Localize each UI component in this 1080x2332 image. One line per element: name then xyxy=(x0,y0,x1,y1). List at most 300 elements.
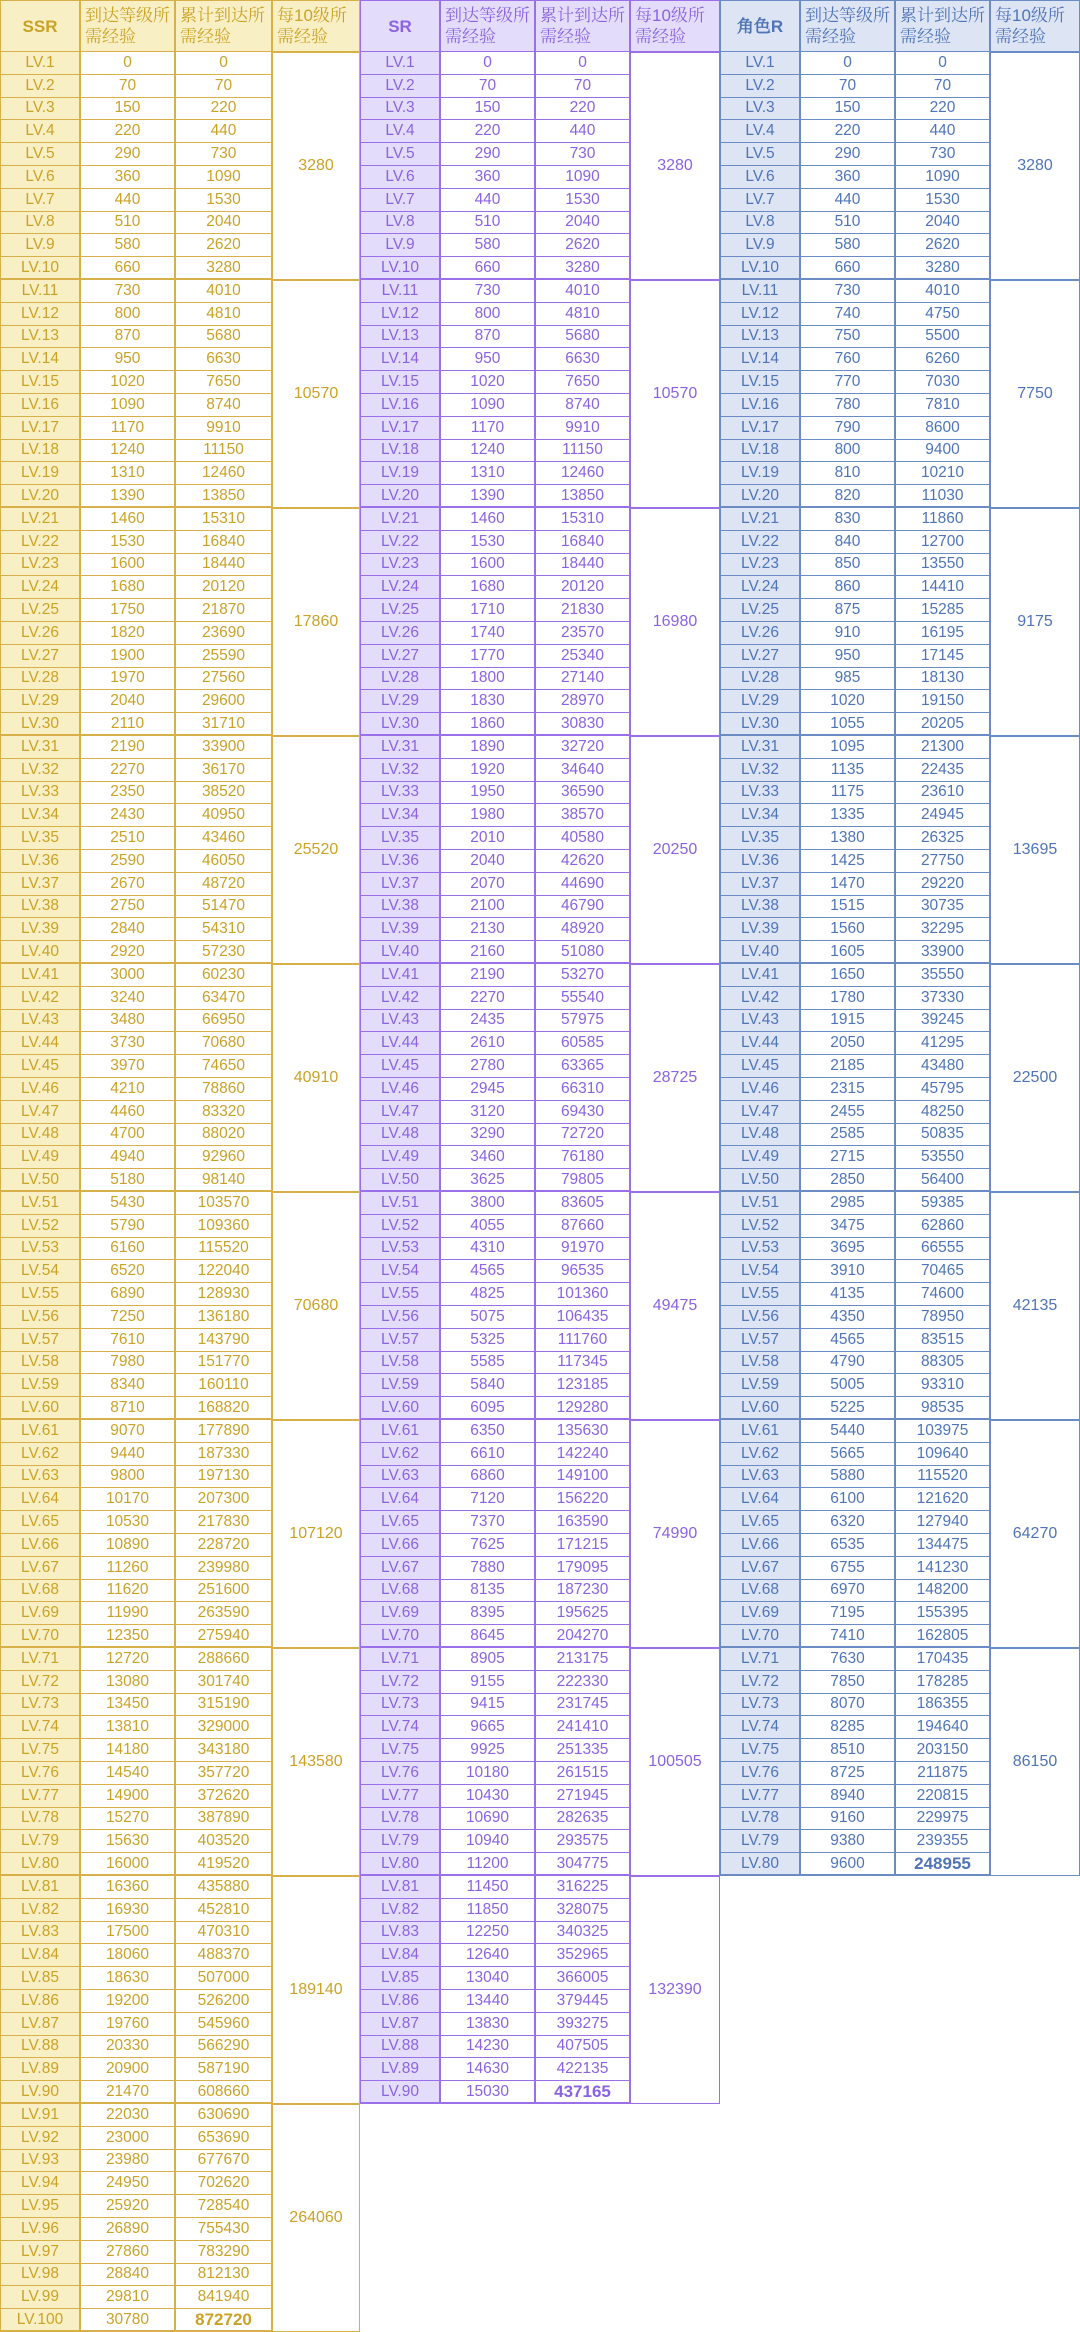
reach-exp-cell: 6095 xyxy=(440,1397,535,1420)
level-label: LV.11 xyxy=(0,280,80,303)
level-label: LV.2 xyxy=(720,75,800,98)
header-label: 累计到达所需经验 xyxy=(180,6,265,46)
sr-table xyxy=(360,0,720,2104)
reach-exp-cell: 4790 xyxy=(800,1352,895,1375)
level-label: LV.60 xyxy=(720,1397,800,1420)
level-label: LV.74 xyxy=(360,1716,440,1739)
level-label: LV.61 xyxy=(720,1420,800,1443)
cumulative-exp-cell: 168820 xyxy=(175,1397,272,1420)
cumulative-exp-cell: 12460 xyxy=(535,462,630,485)
level-label: LV.70 xyxy=(360,1625,440,1648)
cumulative-exp-cell: 379445 xyxy=(535,1990,630,2013)
level-label: LV.18 xyxy=(360,440,440,463)
cumulative-exp-cell: 9910 xyxy=(535,417,630,440)
level-label: LV.72 xyxy=(720,1671,800,1694)
per10-exp-cell: 189140 xyxy=(272,1876,360,2104)
cumulative-exp-cell: 129280 xyxy=(535,1397,630,1420)
cumulative-exp-cell: 316225 xyxy=(535,1876,630,1899)
level-label: LV.64 xyxy=(360,1488,440,1511)
cumulative-exp-cell: 841940 xyxy=(175,2286,272,2309)
reach-exp-cell: 10430 xyxy=(440,1785,535,1808)
reach-exp-cell: 1650 xyxy=(800,964,895,987)
reach-exp-cell: 1780 xyxy=(800,987,895,1010)
reach-exp-cell: 11850 xyxy=(440,1899,535,1922)
reach-exp-cell: 3625 xyxy=(440,1169,535,1192)
header-label: 角色R xyxy=(736,16,784,36)
level-label: LV.90 xyxy=(360,2081,440,2104)
reach-exp-cell: 1390 xyxy=(80,485,175,508)
cumulative-exp-cell: 440 xyxy=(895,120,990,143)
reach-exp-cell: 950 xyxy=(800,645,895,668)
reach-exp-cell: 2670 xyxy=(80,873,175,896)
cumulative-exp-cell: 23610 xyxy=(895,782,990,805)
cumulative-exp-cell: 1530 xyxy=(175,189,272,212)
level-label: LV.12 xyxy=(0,303,80,326)
cumulative-exp-cell: 128930 xyxy=(175,1283,272,1306)
level-label: LV.78 xyxy=(360,1808,440,1831)
level-label: LV.63 xyxy=(720,1466,800,1489)
level-label: LV.55 xyxy=(360,1283,440,1306)
reach-exp-cell: 9070 xyxy=(80,1420,175,1443)
reach-exp-cell: 2350 xyxy=(80,782,175,805)
level-label: LV.76 xyxy=(360,1762,440,1785)
reach-exp-cell: 950 xyxy=(440,348,535,371)
cumulative-exp-cell: 526200 xyxy=(175,1990,272,2013)
reach-exp-cell: 10170 xyxy=(80,1488,175,1511)
r-header-level-col-r xyxy=(720,0,800,52)
reach-exp-cell: 7880 xyxy=(440,1557,535,1580)
reach-exp-cell: 6320 xyxy=(800,1511,895,1534)
cumulative-exp-cell: 78950 xyxy=(895,1306,990,1329)
cumulative-exp-cell: 70 xyxy=(535,75,630,98)
reach-exp-cell: 580 xyxy=(80,234,175,257)
level-label: LV.59 xyxy=(360,1374,440,1397)
cumulative-exp-cell: 151770 xyxy=(175,1352,272,1375)
per10-exp-cell: 22500 xyxy=(990,964,1080,1192)
reach-exp-cell: 1950 xyxy=(440,782,535,805)
reach-exp-cell: 2750 xyxy=(80,896,175,919)
reach-exp-cell: 6520 xyxy=(80,1260,175,1283)
reach-exp-cell: 1020 xyxy=(800,690,895,713)
reach-exp-cell: 3290 xyxy=(440,1124,535,1147)
level-label: LV.64 xyxy=(0,1488,80,1511)
reach-exp-cell: 2100 xyxy=(440,896,535,919)
cumulative-exp-cell: 43460 xyxy=(175,827,272,850)
cumulative-exp-cell: 755430 xyxy=(175,2218,272,2241)
level-label: LV.32 xyxy=(360,759,440,782)
reach-exp-cell: 1240 xyxy=(80,440,175,463)
level-label: LV.90 xyxy=(0,2081,80,2104)
reach-exp-cell: 1560 xyxy=(800,918,895,941)
level-label: LV.36 xyxy=(0,850,80,873)
reach-exp-cell: 2040 xyxy=(440,850,535,873)
level-label: LV.25 xyxy=(720,599,800,622)
level-label: LV.69 xyxy=(720,1602,800,1625)
level-label: LV.97 xyxy=(0,2241,80,2264)
reach-exp-cell: 14900 xyxy=(80,1785,175,1808)
reach-exp-cell: 4055 xyxy=(440,1215,535,1238)
level-label: LV.43 xyxy=(720,1010,800,1033)
level-label: LV.89 xyxy=(360,2058,440,2081)
reach-exp-cell: 770 xyxy=(800,371,895,394)
cumulative-exp-cell: 220815 xyxy=(895,1785,990,1808)
level-label: LV.54 xyxy=(720,1260,800,1283)
reach-exp-cell: 1900 xyxy=(80,645,175,668)
reach-exp-cell: 1530 xyxy=(440,531,535,554)
level-label: LV.29 xyxy=(360,690,440,713)
level-label: LV.14 xyxy=(0,348,80,371)
cumulative-exp-cell: 340325 xyxy=(535,1922,630,1945)
cumulative-exp-cell: 27560 xyxy=(175,668,272,691)
reach-exp-cell: 1460 xyxy=(80,508,175,531)
level-label: LV.25 xyxy=(360,599,440,622)
level-label: LV.18 xyxy=(720,440,800,463)
level-label: LV.76 xyxy=(720,1762,800,1785)
level-label: LV.69 xyxy=(360,1602,440,1625)
reach-exp-cell: 6970 xyxy=(800,1580,895,1603)
cumulative-exp-cell: 60585 xyxy=(535,1032,630,1055)
ssr-header-reach-col xyxy=(80,0,175,52)
reach-exp-cell: 6860 xyxy=(440,1466,535,1489)
cumulative-exp-cell: 4010 xyxy=(895,280,990,303)
level-label: LV.62 xyxy=(360,1443,440,1466)
level-label: LV.21 xyxy=(0,508,80,531)
per10-exp-cell: 3280 xyxy=(990,52,1080,280)
reach-exp-cell: 660 xyxy=(80,257,175,280)
level-label: LV.43 xyxy=(360,1010,440,1033)
level-label: LV.58 xyxy=(720,1352,800,1375)
reach-exp-cell: 2985 xyxy=(800,1192,895,1215)
cumulative-exp-cell: 702620 xyxy=(175,2172,272,2195)
cumulative-exp-cell: 2620 xyxy=(535,234,630,257)
level-label: LV.15 xyxy=(360,371,440,394)
cumulative-exp-cell: 195625 xyxy=(535,1602,630,1625)
level-label: LV.39 xyxy=(0,918,80,941)
level-label: LV.29 xyxy=(0,690,80,713)
reach-exp-cell: 1680 xyxy=(440,576,535,599)
cumulative-exp-cell: 30735 xyxy=(895,896,990,919)
reach-exp-cell: 0 xyxy=(80,52,175,75)
level-label: LV.68 xyxy=(720,1580,800,1603)
cumulative-exp-cell: 15285 xyxy=(895,599,990,622)
cumulative-exp-cell: 0 xyxy=(175,52,272,75)
cumulative-exp-cell: 33900 xyxy=(895,941,990,964)
cumulative-exp-cell: 2040 xyxy=(175,212,272,235)
level-label: LV.34 xyxy=(720,804,800,827)
cumulative-exp-cell: 239980 xyxy=(175,1557,272,1580)
reach-exp-cell: 9440 xyxy=(80,1443,175,1466)
cumulative-exp-cell: 72720 xyxy=(535,1124,630,1147)
per10-exp-cell: 13695 xyxy=(990,736,1080,964)
level-label: LV.71 xyxy=(360,1648,440,1671)
level-label: LV.10 xyxy=(360,257,440,280)
cumulative-exp-cell: 357720 xyxy=(175,1762,272,1785)
level-label: LV.19 xyxy=(720,462,800,485)
level-label: LV.14 xyxy=(720,348,800,371)
cumulative-exp-cell: 5500 xyxy=(895,326,990,349)
level-label: LV.30 xyxy=(360,713,440,736)
level-label: LV.82 xyxy=(0,1899,80,1922)
cumulative-exp-cell: 136180 xyxy=(175,1306,272,1329)
cumulative-exp-cell: 5680 xyxy=(175,326,272,349)
level-label: LV.31 xyxy=(0,736,80,759)
reach-exp-cell: 290 xyxy=(440,143,535,166)
reach-exp-cell: 1530 xyxy=(80,531,175,554)
level-label: LV.33 xyxy=(360,782,440,805)
level-label: LV.5 xyxy=(720,143,800,166)
cumulative-exp-cell: 275940 xyxy=(175,1625,272,1648)
reach-exp-cell: 5005 xyxy=(800,1374,895,1397)
cumulative-exp-cell: 38570 xyxy=(535,804,630,827)
level-label: LV.95 xyxy=(0,2195,80,2218)
level-label: LV.77 xyxy=(0,1785,80,1808)
level-label: LV.52 xyxy=(360,1215,440,1238)
level-label: LV.13 xyxy=(720,326,800,349)
sr-header-cum-col xyxy=(535,0,630,52)
reach-exp-cell: 6890 xyxy=(80,1283,175,1306)
level-label: LV.56 xyxy=(360,1306,440,1329)
reach-exp-cell: 220 xyxy=(800,120,895,143)
reach-exp-cell: 7195 xyxy=(800,1602,895,1625)
level-label: LV.2 xyxy=(360,75,440,98)
reach-exp-cell: 2945 xyxy=(440,1078,535,1101)
cumulative-exp-cell: 16840 xyxy=(175,531,272,554)
per10-exp-cell: 132390 xyxy=(630,1876,720,2104)
cumulative-exp-cell: 40950 xyxy=(175,804,272,827)
cumulative-exp-cell: 207300 xyxy=(175,1488,272,1511)
reach-exp-cell: 2430 xyxy=(80,804,175,827)
cumulative-exp-cell: 155395 xyxy=(895,1602,990,1625)
per10-exp-cell: 16980 xyxy=(630,508,720,736)
reach-exp-cell: 12250 xyxy=(440,1922,535,1945)
cumulative-exp-cell: 135630 xyxy=(535,1420,630,1443)
per10-exp-cell: 64270 xyxy=(990,1420,1080,1648)
reach-exp-cell: 2050 xyxy=(800,1032,895,1055)
reach-exp-cell: 4825 xyxy=(440,1283,535,1306)
cumulative-exp-cell: 393275 xyxy=(535,2013,630,2036)
level-label: LV.61 xyxy=(360,1420,440,1443)
reach-exp-cell: 6610 xyxy=(440,1443,535,1466)
cumulative-exp-cell: 45795 xyxy=(895,1078,990,1101)
level-label: LV.80 xyxy=(720,1853,800,1876)
reach-exp-cell: 18630 xyxy=(80,1967,175,1990)
level-label: LV.35 xyxy=(0,827,80,850)
cumulative-exp-cell: 78860 xyxy=(175,1078,272,1101)
reach-exp-cell: 5665 xyxy=(800,1443,895,1466)
reach-exp-cell: 800 xyxy=(80,303,175,326)
level-label: LV.79 xyxy=(0,1830,80,1853)
level-label: LV.86 xyxy=(360,1990,440,2013)
reach-exp-cell: 1425 xyxy=(800,850,895,873)
reach-exp-cell: 2040 xyxy=(80,690,175,713)
level-label: LV.21 xyxy=(720,508,800,531)
reach-exp-cell: 3120 xyxy=(440,1101,535,1124)
level-label: LV.55 xyxy=(0,1283,80,1306)
per10-exp-cell: 100505 xyxy=(630,1648,720,1876)
level-label: LV.2 xyxy=(0,75,80,98)
level-label: LV.50 xyxy=(360,1169,440,1192)
reach-exp-cell: 28840 xyxy=(80,2264,175,2287)
reach-exp-cell: 4940 xyxy=(80,1146,175,1169)
level-label: LV.26 xyxy=(0,622,80,645)
level-label: LV.56 xyxy=(0,1306,80,1329)
reach-exp-cell: 13080 xyxy=(80,1671,175,1694)
reach-exp-cell: 760 xyxy=(800,348,895,371)
reach-exp-cell: 800 xyxy=(440,303,535,326)
level-label: LV.23 xyxy=(720,554,800,577)
reach-exp-cell: 440 xyxy=(80,189,175,212)
level-label: LV.36 xyxy=(720,850,800,873)
level-label: LV.24 xyxy=(0,576,80,599)
cumulative-exp-cell: 30830 xyxy=(535,713,630,736)
cumulative-exp-cell: 162805 xyxy=(895,1625,990,1648)
reach-exp-cell: 7370 xyxy=(440,1511,535,1534)
cumulative-exp-cell: 1530 xyxy=(535,189,630,212)
cumulative-exp-cell: 96535 xyxy=(535,1260,630,1283)
level-label: LV.35 xyxy=(720,827,800,850)
cumulative-exp-cell: 16195 xyxy=(895,622,990,645)
level-label: LV.28 xyxy=(360,668,440,691)
reach-exp-cell: 750 xyxy=(800,326,895,349)
header-label: 每10级所需经验 xyxy=(635,6,705,46)
reach-exp-cell: 9160 xyxy=(800,1808,895,1831)
level-label: LV.98 xyxy=(0,2264,80,2287)
cumulative-exp-cell: 435880 xyxy=(175,1876,272,1899)
cumulative-exp-cell: 170435 xyxy=(895,1648,990,1671)
reach-exp-cell: 220 xyxy=(440,120,535,143)
reach-exp-cell: 1020 xyxy=(440,371,535,394)
cumulative-exp-cell: 241410 xyxy=(535,1716,630,1739)
level-label: LV.48 xyxy=(0,1124,80,1147)
level-label: LV.50 xyxy=(0,1169,80,1192)
reach-exp-cell: 1740 xyxy=(440,622,535,645)
reach-exp-cell: 14230 xyxy=(440,2036,535,2059)
reach-exp-cell: 2010 xyxy=(440,827,535,850)
level-label: LV.45 xyxy=(0,1055,80,1078)
reach-exp-cell: 875 xyxy=(800,599,895,622)
per10-exp-cell: 25520 xyxy=(272,736,360,964)
cumulative-exp-cell: 5680 xyxy=(535,326,630,349)
reach-exp-cell: 9800 xyxy=(80,1466,175,1489)
level-label: LV.44 xyxy=(0,1032,80,1055)
reach-exp-cell: 15630 xyxy=(80,1830,175,1853)
reach-exp-cell: 730 xyxy=(440,280,535,303)
level-label: LV.1 xyxy=(360,52,440,75)
reach-exp-cell: 13450 xyxy=(80,1694,175,1717)
cumulative-exp-cell: 248955 xyxy=(895,1853,990,1876)
level-label: LV.51 xyxy=(0,1192,80,1215)
reach-exp-cell: 21470 xyxy=(80,2081,175,2104)
ssr-header-cum-col xyxy=(175,0,272,52)
reach-exp-cell: 2130 xyxy=(440,918,535,941)
cumulative-exp-cell: 66950 xyxy=(175,1010,272,1033)
r-table xyxy=(720,0,1080,1876)
cumulative-exp-cell: 261515 xyxy=(535,1762,630,1785)
level-label: LV.54 xyxy=(0,1260,80,1283)
reach-exp-cell: 1890 xyxy=(440,736,535,759)
level-label: LV.75 xyxy=(0,1739,80,1762)
cumulative-exp-cell: 239355 xyxy=(895,1830,990,1853)
ssr-header-level-col-ssr xyxy=(0,0,80,52)
reach-exp-cell: 7250 xyxy=(80,1306,175,1329)
cumulative-exp-cell: 70 xyxy=(175,75,272,98)
cumulative-exp-cell: 28970 xyxy=(535,690,630,713)
cumulative-exp-cell: 25340 xyxy=(535,645,630,668)
reach-exp-cell: 870 xyxy=(80,326,175,349)
header-label: 每10级所需经验 xyxy=(995,6,1065,46)
reach-exp-cell: 2610 xyxy=(440,1032,535,1055)
reach-exp-cell: 8725 xyxy=(800,1762,895,1785)
level-label: LV.75 xyxy=(360,1739,440,1762)
cumulative-exp-cell: 9400 xyxy=(895,440,990,463)
level-label: LV.16 xyxy=(720,394,800,417)
level-label: LV.30 xyxy=(0,713,80,736)
level-label: LV.27 xyxy=(720,645,800,668)
reach-exp-cell: 10180 xyxy=(440,1762,535,1785)
level-label: LV.1 xyxy=(720,52,800,75)
cumulative-exp-cell: 20120 xyxy=(535,576,630,599)
reach-exp-cell: 10940 xyxy=(440,1830,535,1853)
level-label: LV.82 xyxy=(360,1899,440,1922)
reach-exp-cell: 6160 xyxy=(80,1238,175,1261)
level-label: LV.87 xyxy=(360,2013,440,2036)
level-label: LV.20 xyxy=(0,485,80,508)
level-label: LV.65 xyxy=(360,1511,440,1534)
cumulative-exp-cell: 197130 xyxy=(175,1466,272,1489)
level-label: LV.46 xyxy=(720,1078,800,1101)
cumulative-exp-cell: 16840 xyxy=(535,531,630,554)
cumulative-exp-cell: 18440 xyxy=(175,554,272,577)
cumulative-exp-cell: 301740 xyxy=(175,1671,272,1694)
cumulative-exp-cell: 41295 xyxy=(895,1032,990,1055)
cumulative-exp-cell: 220 xyxy=(175,98,272,121)
reach-exp-cell: 8940 xyxy=(800,1785,895,1808)
reach-exp-cell: 26890 xyxy=(80,2218,175,2241)
level-label: LV.81 xyxy=(360,1876,440,1899)
reach-exp-cell: 510 xyxy=(80,212,175,235)
level-label: LV.50 xyxy=(720,1169,800,1192)
reach-exp-cell: 3475 xyxy=(800,1215,895,1238)
cumulative-exp-cell: 21300 xyxy=(895,736,990,759)
reach-exp-cell: 1600 xyxy=(440,554,535,577)
reach-exp-cell: 4210 xyxy=(80,1078,175,1101)
level-label: LV.47 xyxy=(360,1101,440,1124)
reach-exp-cell: 19200 xyxy=(80,1990,175,2013)
cumulative-exp-cell: 12700 xyxy=(895,531,990,554)
cumulative-exp-cell: 123185 xyxy=(535,1374,630,1397)
level-label: LV.6 xyxy=(360,166,440,189)
reach-exp-cell: 70 xyxy=(440,75,535,98)
cumulative-exp-cell: 4010 xyxy=(535,280,630,303)
cumulative-exp-cell: 121620 xyxy=(895,1488,990,1511)
reach-exp-cell: 13810 xyxy=(80,1716,175,1739)
reach-exp-cell: 9665 xyxy=(440,1716,535,1739)
level-label: LV.11 xyxy=(360,280,440,303)
cumulative-exp-cell: 127940 xyxy=(895,1511,990,1534)
cumulative-exp-cell: 69430 xyxy=(535,1101,630,1124)
cumulative-exp-cell: 20205 xyxy=(895,713,990,736)
reach-exp-cell: 10690 xyxy=(440,1808,535,1831)
reach-exp-cell: 780 xyxy=(800,394,895,417)
level-label: LV.43 xyxy=(0,1010,80,1033)
cumulative-exp-cell: 115520 xyxy=(895,1466,990,1489)
cumulative-exp-cell: 220 xyxy=(535,98,630,121)
cumulative-exp-cell: 160110 xyxy=(175,1374,272,1397)
reach-exp-cell: 5585 xyxy=(440,1352,535,1375)
level-label: LV.52 xyxy=(720,1215,800,1238)
level-label: LV.79 xyxy=(720,1830,800,1853)
reach-exp-cell: 1055 xyxy=(800,713,895,736)
